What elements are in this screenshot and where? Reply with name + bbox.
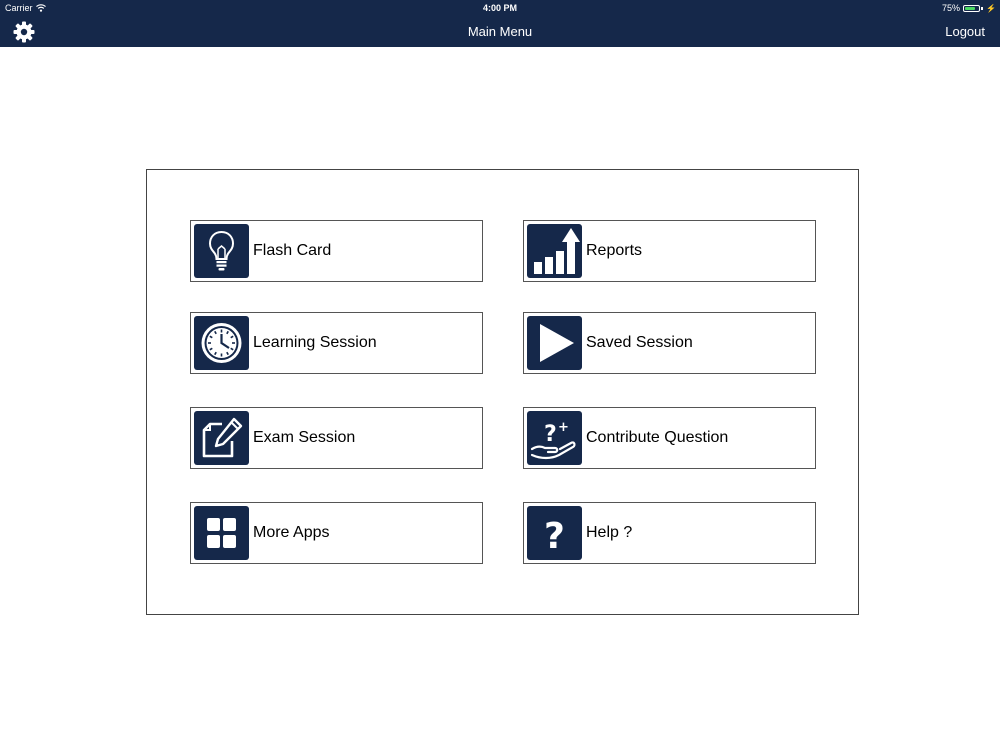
exam-session-label: Exam Session	[253, 429, 356, 446]
play-icon	[527, 316, 582, 370]
saved-session-label: Saved Session	[586, 334, 693, 351]
exam-session-button[interactable]	[190, 407, 483, 469]
grid-icon	[194, 506, 249, 560]
contribute-question-label: Contribute Question	[586, 429, 729, 446]
svg-text:?: ?	[544, 516, 565, 557]
status-time: 4:00 PM	[482, 3, 517, 13]
navigation-bar	[0, 16, 1000, 47]
page-title: Main Menu	[467, 24, 533, 39]
top-bar	[0, 0, 1000, 47]
battery-fill	[965, 7, 975, 10]
main-menu-panel	[146, 169, 859, 615]
flash-card-label: Flash Card	[253, 242, 332, 259]
learning-session-label: Learning Session	[253, 334, 377, 351]
logout-button[interactable]: Logout	[945, 24, 985, 39]
svg-text:+: +	[558, 420, 569, 435]
edit-icon	[194, 411, 249, 465]
lightbulb-icon	[194, 224, 249, 278]
learning-session-button[interactable]	[190, 312, 483, 374]
question-icon	[527, 506, 582, 560]
battery-indicator	[942, 3, 996, 13]
bar-chart-icon	[527, 224, 582, 278]
help-button[interactable]	[523, 502, 816, 564]
contribute-question-button[interactable]	[523, 407, 816, 469]
reports-button[interactable]	[523, 220, 816, 282]
hand-question-icon	[527, 411, 582, 465]
saved-session-button[interactable]	[523, 312, 816, 374]
help-label: Help ?	[586, 524, 633, 541]
battery-percent: 75%	[942, 3, 961, 13]
battery-tip	[981, 7, 983, 10]
carrier-label: Carrier	[5, 3, 33, 13]
status-bar	[0, 0, 1000, 16]
clock-icon	[194, 316, 249, 370]
reports-label: Reports	[586, 242, 643, 259]
more-apps-button[interactable]	[190, 502, 483, 564]
charging-bolt-icon: ⚡	[986, 3, 996, 13]
svg-text:?: ?	[544, 422, 557, 447]
more-apps-label: More Apps	[253, 524, 330, 541]
battery-icon	[963, 5, 980, 12]
flash-card-button[interactable]	[190, 220, 483, 282]
